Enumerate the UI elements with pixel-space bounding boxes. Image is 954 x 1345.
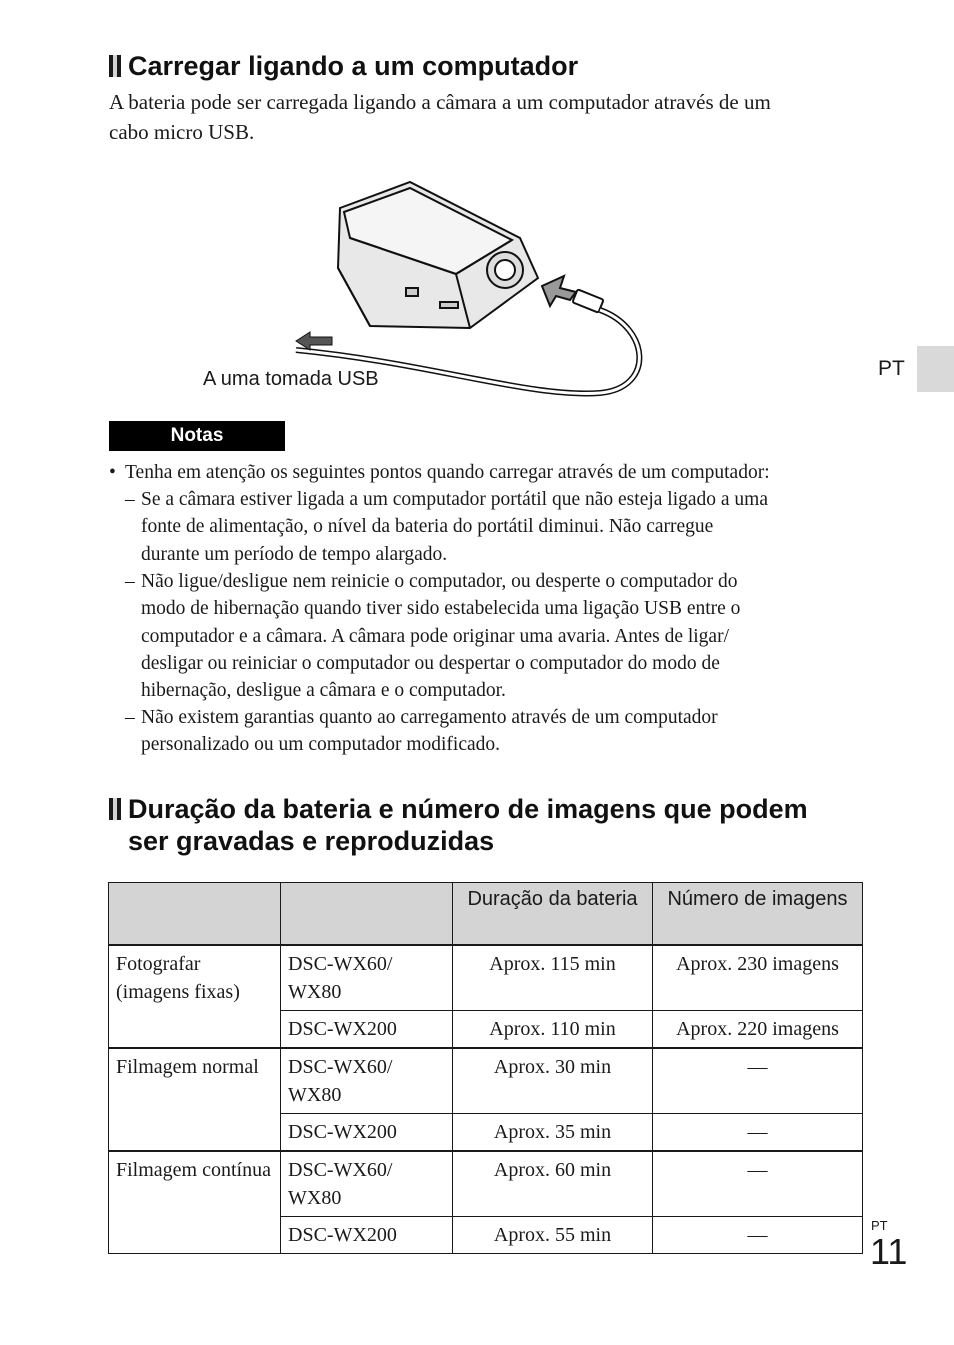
notes-item-line: Não ligue/desligue nem reinicie o computador, ou desperte o computador do [141, 571, 738, 592]
notes-item-line: Não existem garantias quanto ao carregamento através de um computador [141, 707, 718, 728]
camera-icon [338, 182, 538, 328]
table-header-row [109, 883, 863, 946]
usb-plug-icon [542, 276, 604, 313]
table-cell-images: Aprox. 220 imagens [653, 1011, 863, 1049]
battery-table [108, 882, 863, 1254]
table-cell-mode: Fotografar (imagens fixas) [109, 945, 281, 1048]
table-cell-images: — [653, 1048, 863, 1114]
table-row [109, 1048, 863, 1114]
table-cell-duration: Aprox. 110 min [453, 1011, 653, 1049]
notes-item-1 [141, 486, 768, 568]
notes-label: Notas [109, 421, 285, 451]
notes-item-line: fonte de alimentação, o nível da bateria do portátil diminui. Não carregue [141, 516, 714, 538]
table-header-duration: Duração da bateria [453, 883, 653, 946]
charging-paragraph-line: cabo micro USB. [109, 120, 255, 144]
table-cell-model: DSC-WX200 [281, 1217, 453, 1254]
notes-item-line: personalizado ou um computador modificado. [141, 734, 501, 756]
table-header-images: Número de imagens [653, 883, 863, 946]
table-cell-duration: Aprox. 60 min [453, 1151, 653, 1217]
notes-dash: – [125, 571, 135, 592]
table-cell-images: — [653, 1217, 863, 1254]
table-cell-mode: Filmagem contínua [109, 1151, 281, 1254]
notes-dash: – [125, 489, 135, 510]
table-cell-model: DSC-WX60/ WX80 [281, 945, 453, 1011]
table-cell-images: — [653, 1151, 863, 1217]
table-cell-duration: Aprox. 30 min [453, 1048, 653, 1114]
notes-item-3 [141, 704, 718, 759]
table-header-cell [281, 883, 453, 946]
table-cell-model: DSC-WX60/ WX80 [281, 1151, 453, 1217]
section-heading-charging: Carregar ligando a um computador [128, 51, 579, 81]
page-number-label: PT [871, 1218, 888, 1233]
camera-usb-illustration [280, 178, 660, 398]
table-row [109, 945, 863, 1011]
notes-item-line: desligar ou reiniciar o computador ou despertar o computador do modo de [141, 652, 720, 674]
table-cell-duration: Aprox. 55 min [453, 1217, 653, 1254]
section-heading-battery [128, 793, 808, 857]
notes-dash: – [125, 707, 135, 728]
table-cell-images: — [653, 1114, 863, 1152]
notes-item-line: Se a câmara estiver ligada a um computador portátil que não esteja ligado a uma [141, 489, 769, 510]
table-cell-model: DSC-WX200 [281, 1011, 453, 1049]
notes-item-line: hibernação, desligue a câmara e o computador. [141, 680, 506, 702]
language-tab-label: PT [878, 357, 905, 380]
arrow-left-icon [296, 332, 332, 350]
section-marker-icon [109, 798, 121, 820]
notes-item-line: durante um período de tempo alargado. [141, 543, 448, 565]
page-number: 11 [870, 1231, 908, 1272]
notes-item-line: modo de hibernação quando tiver sido estabelecida uma ligação USB entre o [141, 598, 741, 620]
section-heading-line: ser gravadas e reproduzidas [128, 826, 495, 856]
table-row [109, 1151, 863, 1217]
table-header-cell [109, 883, 281, 946]
charging-paragraph-line: A bateria pode ser carregada ligando a câmara a um computador através de um [109, 90, 771, 114]
notes-item-2 [141, 568, 740, 704]
table-cell-mode: Filmagem normal [109, 1048, 281, 1151]
charging-paragraph [109, 87, 771, 147]
section-heading-line: Duração da bateria e número de imagens que podem [128, 794, 808, 824]
language-tab [917, 346, 954, 392]
notes-intro: Tenha em atenção os seguintes pontos quando carregar através de um computador: [125, 462, 770, 483]
illustration-caption: A uma tomada USB [203, 368, 379, 390]
table-cell-duration: Aprox. 35 min [453, 1114, 653, 1152]
notes-item-line: computador e a câmara. A câmara pode originar uma avaria. Antes de ligar/ [141, 625, 729, 647]
table-cell-images: Aprox. 230 imagens [653, 945, 863, 1011]
table-cell-model: DSC-WX60/ WX80 [281, 1048, 453, 1114]
section-marker-icon [109, 55, 121, 77]
table-cell-duration: Aprox. 115 min [453, 945, 653, 1011]
notes-bullet: • [109, 462, 116, 483]
table-cell-model: DSC-WX200 [281, 1114, 453, 1152]
